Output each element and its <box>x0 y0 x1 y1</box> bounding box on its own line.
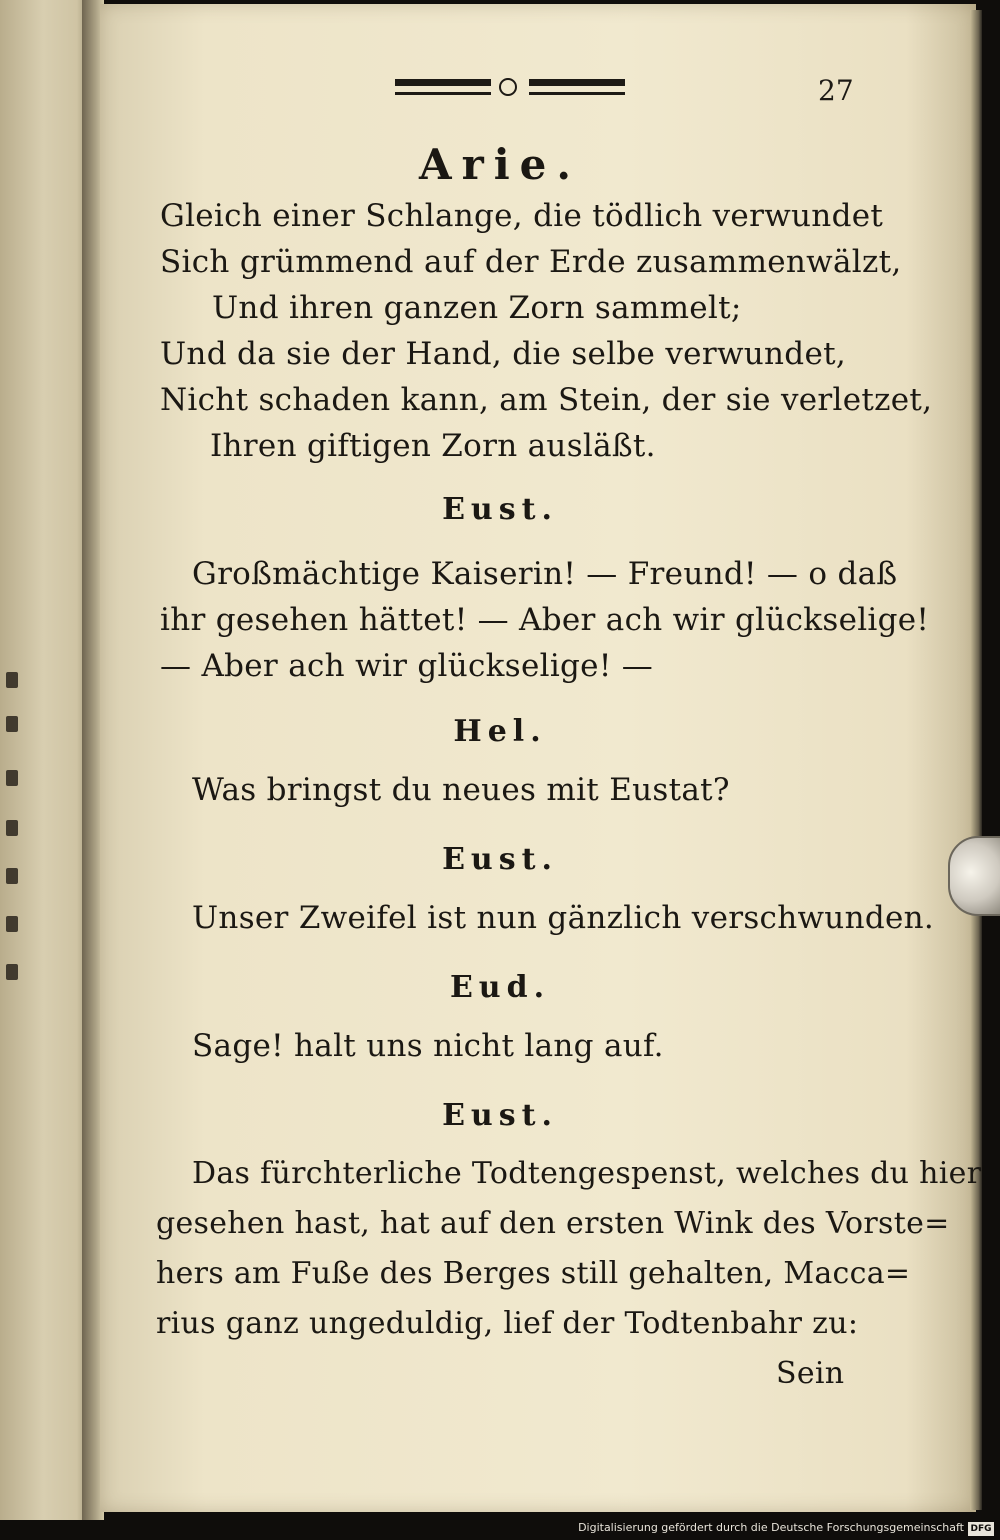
speech-line: ihr gesehen hättet! — Aber ach wir glückselige! <box>160 602 930 638</box>
speech-line: Unser Zweifel ist nun gänzlich verschwunden. <box>192 900 935 936</box>
speaker-label: Eust. <box>442 1098 558 1133</box>
aria-line: Nicht schaden kann, am Stein, der sie verletzet, <box>160 382 933 418</box>
speech-line: hers am Fuße des Berges still gehalten, Macca= <box>156 1256 911 1291</box>
page-fore-edge <box>970 10 982 1510</box>
speech-line: gesehen hast, hat auf den ersten Wink des Vorste= <box>156 1206 950 1241</box>
speaker-label: Hel. <box>453 714 547 749</box>
speech-line: Das fürchterliche Todtengespenst, welches du hier <box>192 1156 982 1191</box>
speaker-label: Eust. <box>442 492 558 527</box>
speech-line: Sage! halt uns nicht lang auf. <box>192 1028 664 1064</box>
aria-line: Ihren giftigen Zorn ausläßt. <box>210 428 656 464</box>
left-page-text-fragment <box>6 916 18 932</box>
footer-credit: Digitalisierung gefördert durch die Deutsche Forschungsgemeinschaft <box>578 1521 964 1534</box>
aria-line: Sich grümmend auf der Erde zusammenwälzt, <box>160 244 902 280</box>
aria-line: Und ihren ganzen Zorn sammelt; <box>212 290 742 326</box>
left-page-text-fragment <box>6 672 18 688</box>
speech-line: rius ganz ungeduldig, lief der Todtenbahr zu: <box>156 1306 859 1341</box>
speaker-label: Eud. <box>449 970 551 1005</box>
speech-line: Großmächtige Kaiserin! — Freund! — o daß <box>192 556 898 592</box>
catchword: Sein <box>776 1356 845 1391</box>
header-ornament <box>395 76 625 102</box>
speaker-label: Eust. <box>442 842 558 877</box>
left-page-text-fragment <box>6 820 18 836</box>
dfg-logo: DFG <box>968 1522 994 1536</box>
speech-line: — Aber ach wir glückselige! — <box>160 648 654 684</box>
speech-line: Was bringst du neues mit Eustat? <box>192 772 730 808</box>
aria-line: Und da sie der Hand, die selbe verwundet, <box>160 336 847 372</box>
page-number: 27 <box>818 74 854 107</box>
aria-line: Gleich einer Schlange, die tödlich verwundet <box>160 198 884 234</box>
left-page-text-fragment <box>6 770 18 786</box>
aria-heading: Arie. <box>418 140 581 189</box>
